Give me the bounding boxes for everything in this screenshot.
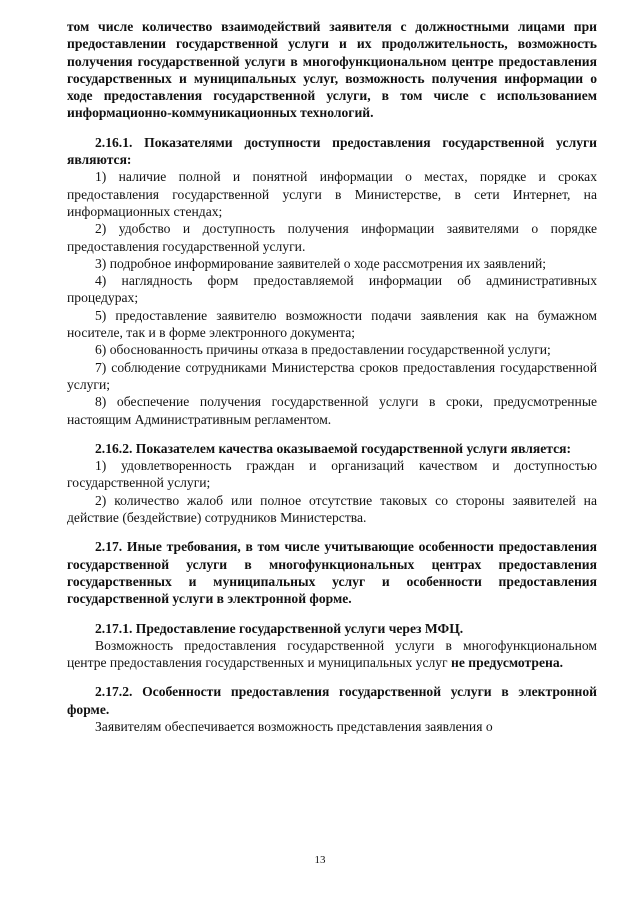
section-2-17-heading: 2.17. Иные требования, в том числе учитывающие особенности предоставления государственной услуги в многофункциональных центрах предоставления государственных и муниципальных услуг и особенности предоставления государственной услуги в электронной форме.: [67, 539, 597, 607]
section-2-17-1-heading: 2.17.1. Предоставление государственной услуги через МФЦ.: [95, 620, 464, 636]
list-item: 7) соблюдение сотрудниками Министерства сроков предоставления государственной услуги;: [67, 359, 597, 392]
intro-paragraph: том числе количество взаимодействий заявителя с должностными лицами при предоставлении государственной услуги и их продолжительность, возможность получения государственной услуги в многофункциональном центре предоставления государственных и муниципальных услуг, возможность получения информации о ходе предоставления государственной услуги, в том числе с использованием информационно-коммуникационных технологий.: [67, 19, 597, 121]
section-2-17: [67, 538, 597, 607]
mfc-text-bold: не предусмотрена.: [451, 655, 564, 671]
section-2-16-1-heading: 2.16.1. Показателями доступности предоставления государственной услуги являются:: [67, 134, 597, 168]
list-item: 4) наглядность форм предоставляемой информации об административных процедурах;: [67, 273, 597, 306]
section-2-17-2-text: Заявителям обеспечивается возможность представления заявления о: [95, 718, 493, 734]
list-item: 5) предоставление заявителю возможности подачи заявления как на бумажном носителе, так и в форме электронного документа;: [67, 307, 597, 341]
section-2-17-2-heading: 2.17.2. Особенности предоставления государственной услуги в электронной форме.: [67, 684, 597, 717]
list-item: 2) количество жалоб или полное отсутствие таковых со стороны заявителей на действие (бездействие) сотрудников Министерства.: [67, 492, 597, 526]
section-2-17-1-text: [67, 637, 597, 672]
section-2-16-2-heading: 2.16.2. Показателем качества оказываемой государственной услуги является:: [95, 440, 572, 456]
list-item: 2) удобство и доступность получения информации заявителями о порядке предоставления государственной услуги.: [67, 221, 597, 254]
list-item: 1) наличие полной и понятной информации о местах, порядке и сроках предоставления государственной услуги в Министерстве, в сети Интернет, на информационных стендах;: [67, 169, 597, 219]
page-number: 13: [314, 854, 326, 866]
list-item: 6) обоснованность причины отказа в предоставлении государственной услуги;: [95, 342, 551, 358]
list-item: 3) подробное информирование заявителей о ходе рассмотрения их заявлений;: [95, 255, 547, 271]
section-2-17-1: [67, 620, 597, 672]
section-2-16-1: [67, 134, 597, 428]
list-item: 1) удовлетворенность граждан и организаций качеством и доступностью государственной услуги;: [67, 458, 597, 491]
section-2-16-2: [67, 440, 597, 526]
section-2-17-2: [67, 683, 597, 735]
mfc-text: Возможность предоставления государственной услуги в многофункциональном центре предоставления государственных и муниципальных услуг: [67, 637, 597, 671]
list-item: 8) обеспечение получения государственной услуги в сроки, предусмотренные настоящим Административным регламентом.: [67, 394, 597, 427]
